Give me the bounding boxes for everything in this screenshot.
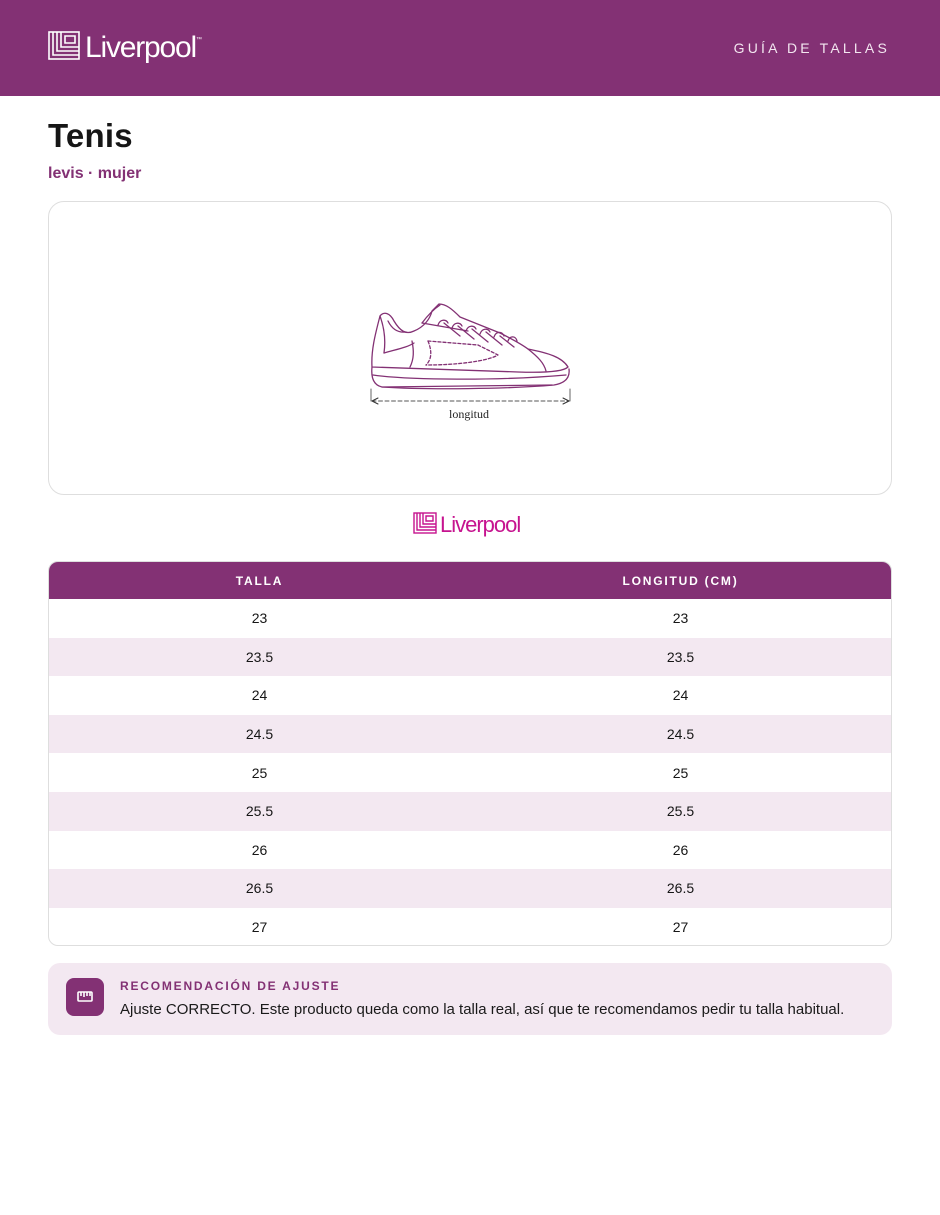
sneaker-outline-icon <box>368 301 574 409</box>
trademark-symbol: ™ <box>195 37 202 43</box>
table-header-row <box>49 562 891 599</box>
table-row <box>49 831 891 870</box>
size-cell: 26 <box>251 841 268 858</box>
size-cell: 25 <box>251 764 268 781</box>
table-row <box>49 753 891 792</box>
length-cell: 23 <box>672 610 689 627</box>
table-row <box>49 908 891 946</box>
header <box>0 0 940 96</box>
size-table <box>48 561 892 946</box>
length-cell: 25.5 <box>666 803 695 820</box>
liverpool-mark-icon <box>48 31 80 60</box>
table-row <box>49 792 891 831</box>
column-header-talla: TALLA <box>235 573 284 588</box>
size-cell: 24.5 <box>245 726 274 743</box>
length-cell: 24 <box>672 687 689 704</box>
length-cell: 27 <box>672 919 689 936</box>
table-row <box>49 599 891 638</box>
size-cell: 26.5 <box>245 880 274 897</box>
length-cell: 26.5 <box>666 880 695 897</box>
secondary-logo-name: Liverpool <box>440 512 521 537</box>
product-illustration-card <box>48 201 892 495</box>
size-cell: 27 <box>251 919 268 936</box>
table-row <box>49 638 891 677</box>
product-subtitle: levis · mujer <box>48 165 142 182</box>
size-cell: 25.5 <box>245 803 274 820</box>
liverpool-mark-icon <box>413 512 437 534</box>
secondary-logo <box>413 512 520 538</box>
ruler-icon <box>66 978 104 1016</box>
length-cell: 25 <box>672 764 689 781</box>
size-cell: 24 <box>251 687 268 704</box>
header-title: GUÍA DE TALLAS <box>733 40 890 56</box>
fit-recommendation <box>48 963 892 1035</box>
column-header-longitud: LONGITUD (CM) <box>622 573 739 588</box>
length-cell: 24.5 <box>666 726 695 743</box>
table-row <box>49 676 891 715</box>
size-cell: 23 <box>251 610 268 627</box>
table-row <box>49 715 891 754</box>
recommendation-text: Ajuste CORRECTO. Este producto queda como la talla real, así que te recomendamos pedir tu talla habitual. <box>120 1001 845 1018</box>
brand-logo[interactable] <box>48 31 202 65</box>
brand-name: Liverpool <box>85 31 196 64</box>
length-cell: 23.5 <box>666 648 695 665</box>
table-row <box>49 869 891 908</box>
page-title: Tenis <box>48 117 133 154</box>
measure-label: longitud <box>448 407 489 421</box>
length-cell: 26 <box>672 841 689 858</box>
size-cell: 23.5 <box>245 648 274 665</box>
recommendation-title: RECOMENDACIÓN DE AJUSTE <box>120 979 341 993</box>
